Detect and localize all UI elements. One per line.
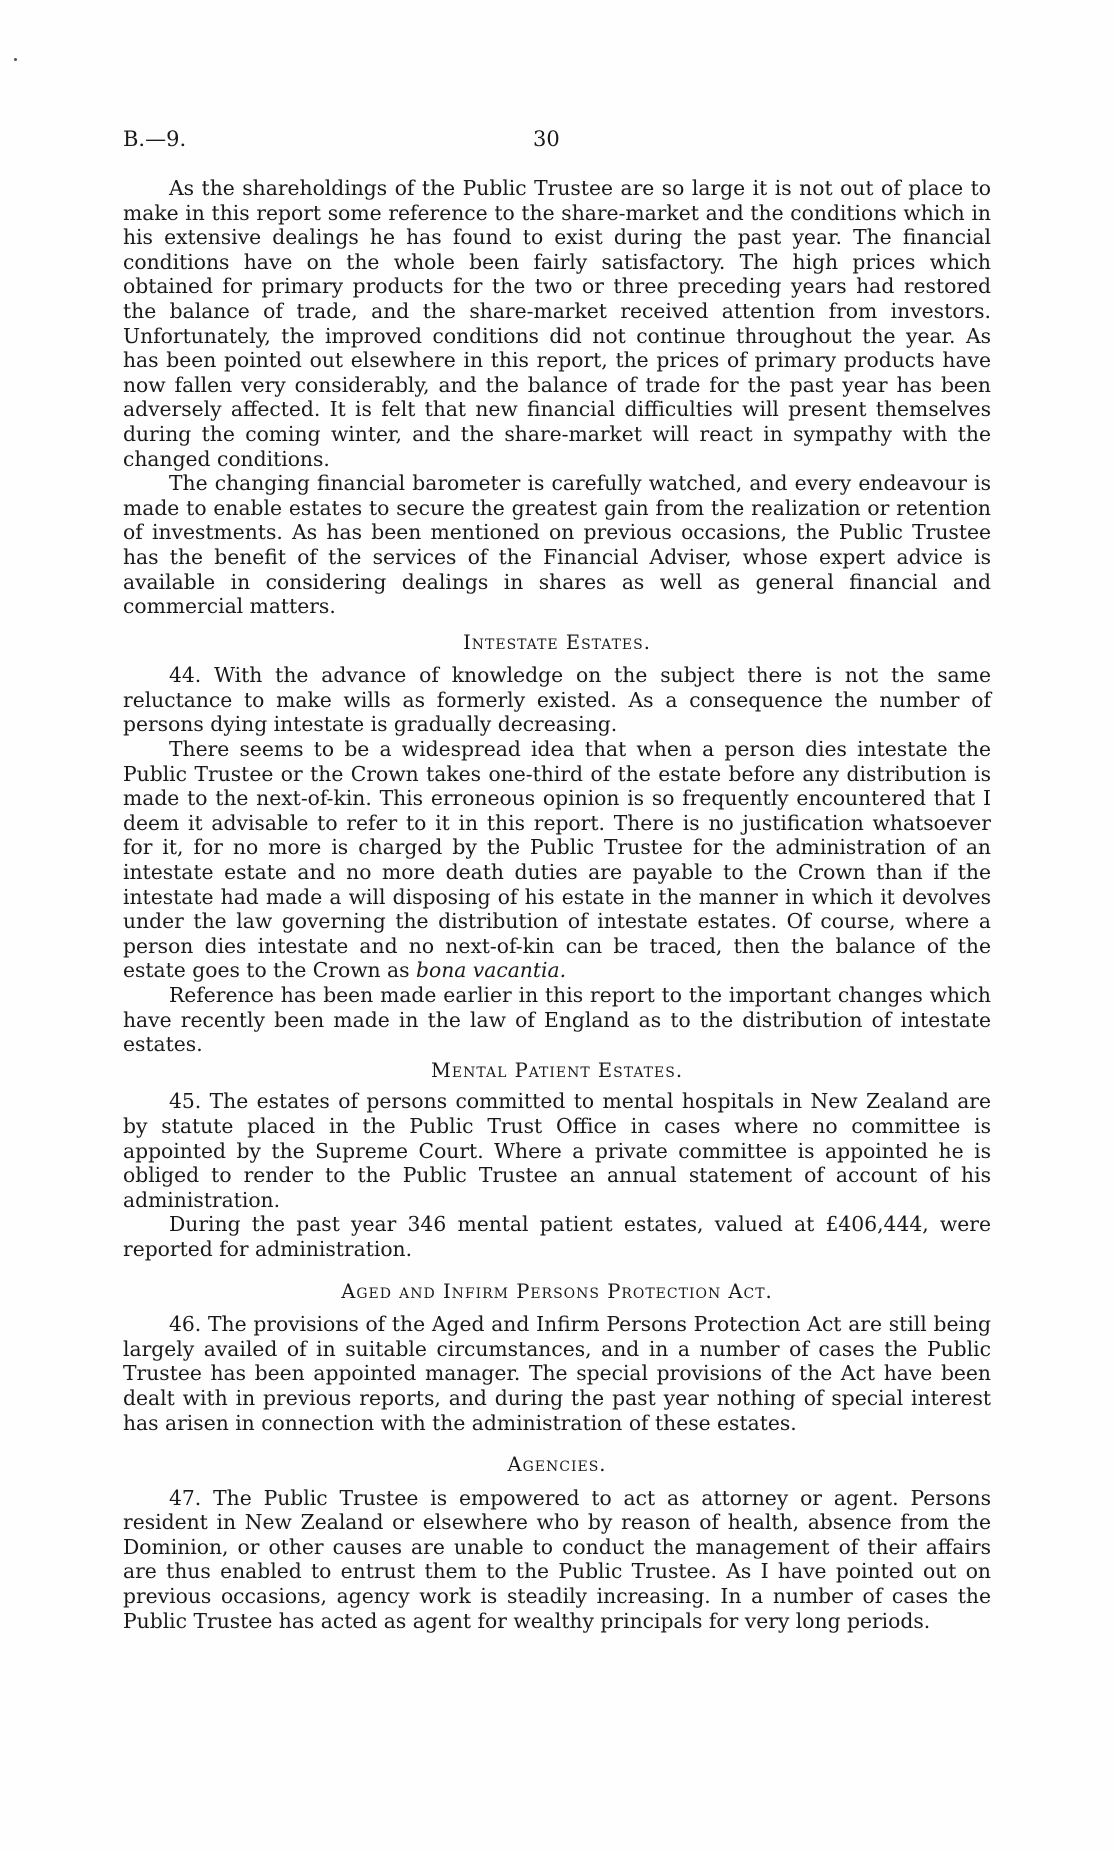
paragraph-intestate-misconception — [123, 737, 991, 983]
paragraph-mental-patient-count: During the past year 346 mental patient estates, valued at £406,444, were reported for administration. — [123, 1212, 991, 1261]
paragraph-financial-barometer: The changing financial barometer is carefully watched, and every endeavour is made to enable estates to secure the greatest gain from the realization or retention of investments. As has been mentioned on previous occasions, the Public Trustee has the benefit of the services of the Financial Adviser, whose expert advice is available in considering dealings in shares as well as general financial and commercial matters. — [123, 471, 991, 619]
document-reference: B.—9. — [123, 127, 187, 151]
section-heading-aged-infirm-act: Aged and Infirm Persons Protection Act. — [341, 1279, 773, 1303]
paragraph-46: 46. The provisions of the Aged and Infirm Persons Protection Act are still being largely availed of in suitable circumstances, and in a number of cases the Public Trustee has been appointed manager. The special provisions of the Act have been dealt with in previous reports, and during the past year nothing of special interest has arisen in connection with the administration of these estates. — [123, 1312, 991, 1435]
paragraph-45: 45. The estates of persons committed to mental hospitals in New Zealand are by statute placed in the Public Trust Office in cases where no committee is appointed by the Supreme Court. Where a private committee is appointed he is obliged to render to the Public Trustee an annual statement of account of his administration. — [123, 1089, 991, 1212]
section-heading-agencies: Agencies. — [507, 1453, 607, 1477]
paragraph-share-market: As the shareholdings of the Public Trustee are so large it is not out of place to make in this report some reference to the share-market and the conditions which in his extensive dealings he has found to exist during the past year. The financial conditions have on the whole been fairly satisfactory. The high prices which obtained for primary products for the two or three preceding years had restored the balance of trade, and the share-market received attention from investors. Unfortunately, the improved conditions did not continue throughout the year. As has been pointed out elsewhere in this report, the prices of primary products have now fallen very considerably, and the balance of trade for the past year has been adversely affected. It is felt that new financial difficulties will present themselves during the coming winter, and the share-market will react in sympathy with the changed conditions. — [123, 176, 991, 471]
paragraph-47: 47. The Public Trustee is empowered to act as attorney or agent. Persons resident in New Zealand or elsewhere who by reason of health, absence from the Dominion, or other causes are unable to conduct the management of their affairs are thus enabled to entrust them to the Public Trustee. As I have pointed out on previous occasions, agency work is steadily increasing. In a number of cases the Public Trustee has acted as agent for wealthy principals for very long periods. — [123, 1485, 991, 1633]
bona-vacantia-term: bona vacantia. — [416, 958, 567, 983]
scan-speck — [14, 58, 17, 61]
section-heading-mental-patient-estates: Mental Patient Estates. — [430, 1058, 684, 1082]
paragraph-44: 44. With the advance of knowledge on the subject there is not the same reluctance to make wills as formerly existed. As a consequence the number of persons dying intestate is gradually decreasing. — [123, 663, 991, 737]
section-heading-intestate-estates: Intestate Estates. — [463, 630, 651, 654]
document-body — [123, 176, 991, 1633]
paragraph-england-law: Reference has been made earlier in this report to the important changes which have recently been made in the law of England as to the distribution of intestate estates. — [123, 983, 991, 1057]
page-header — [123, 127, 991, 157]
paragraph-intestate-misconception-text: There seems to be a widespread idea that when a person dies intestate the Public Trustee or the Crown takes one-third of the estate before any distribution is made to the next-of-kin. This erroneous opinion is so frequently encountered that I deem it advisable to refer to it in this report. There is no justification whatsoever for it, for no more is charged by the Public Trustee for the administration of an intestate estate and no more death duties are payable to the Crown than if the intestate had made a will disposing of his estate in the manner in which it devolves under the law governing the distribution of intestate estates. Of course, where a person dies intestate and no next-of-kin can be traced, then the balance of the estate goes to the Crown as — [123, 737, 991, 983]
page-number: 30 — [533, 127, 560, 151]
